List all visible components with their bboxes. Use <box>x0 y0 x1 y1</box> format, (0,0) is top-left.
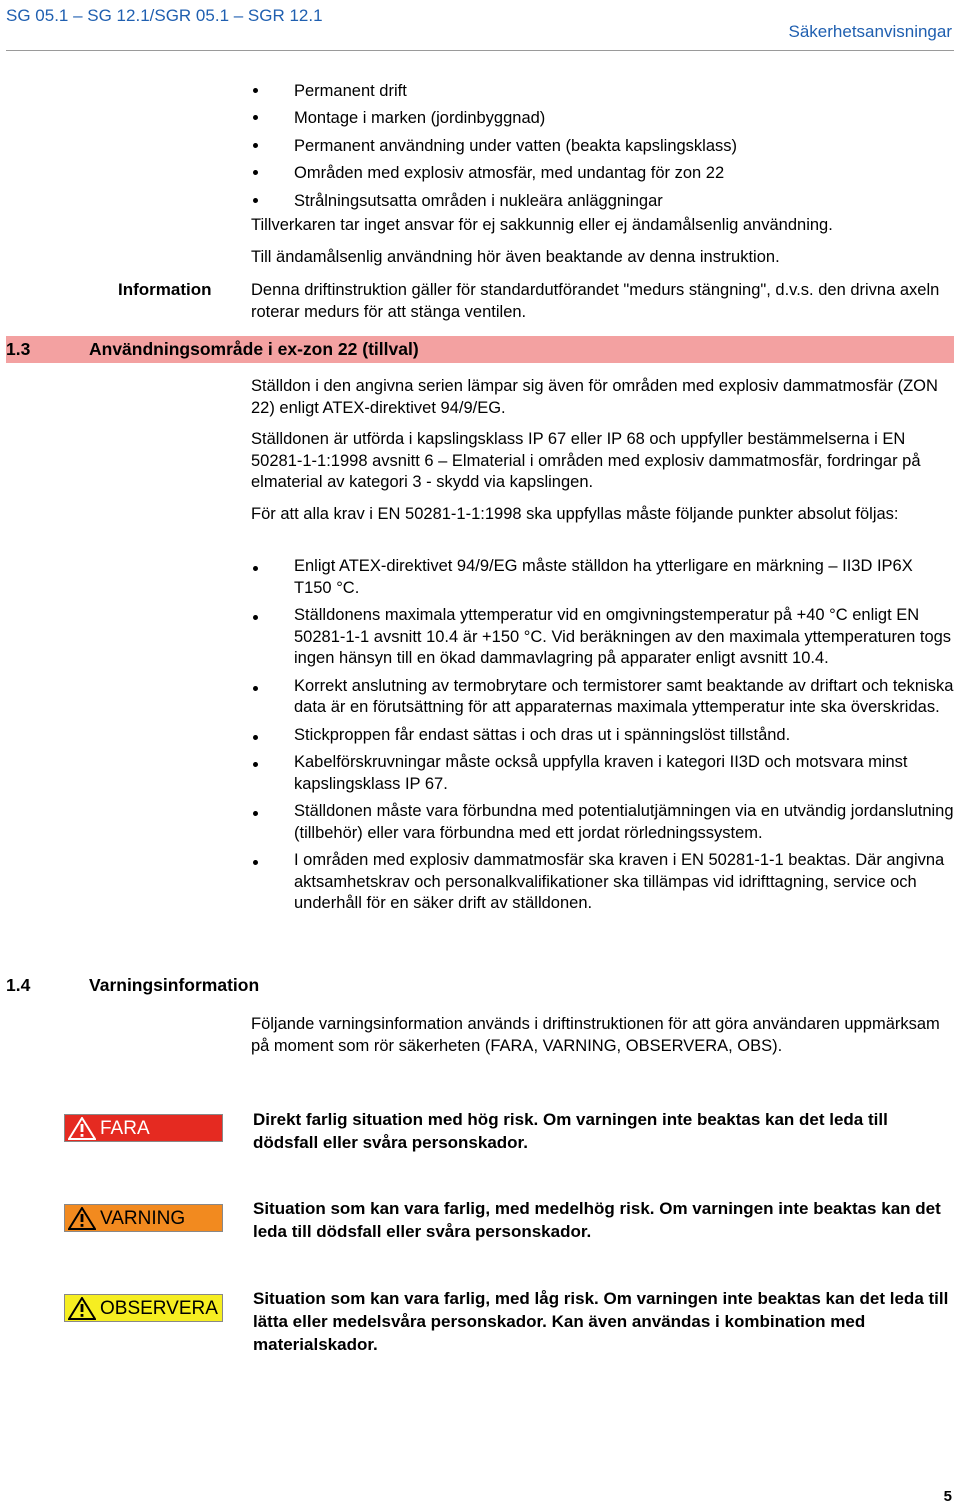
intro-paragraph: Till ändamålsenlig användning hör även beaktande av denna instruktion. <box>251 248 780 266</box>
section-heading-1-3 <box>6 336 954 363</box>
intro-bullet-list <box>251 78 954 215</box>
requirements-bullet-list <box>251 556 954 915</box>
caution-signal-label <box>64 1294 223 1322</box>
chapter-title: Säkerhetsanvisningar <box>788 22 952 41</box>
page-number: 5 <box>943 1488 952 1505</box>
section-title: Varningsinformation <box>89 975 260 995</box>
section-number: 1.3 <box>6 339 31 359</box>
list-item: Permanent drift <box>251 78 954 105</box>
list-item: Stickproppen får endast sättas i och dras ut i spänningslöst tillstånd. <box>251 725 954 747</box>
section-paragraph: Ställdonen är utförda i kapslingsklass IP 67 eller IP 68 och uppfyller bestämmelserna i EN 50281-1-1:1998 avsnitt 6 – Elmaterial i områden med explosiv dammatmosfär, fordringar på elmaterial av kategori 3 - skydd via kapslingen. <box>251 430 921 491</box>
warning-triangle-icon <box>68 1117 96 1140</box>
requirements-list <box>251 556 954 915</box>
section-heading-1-4 <box>6 975 260 996</box>
warning-description: Situation som kan vara farlig, med medelhög risk. Om varningen inte beaktas kan det leda till dödsfall eller svåra personskador. <box>253 1199 941 1241</box>
list-item: Ställdonen måste vara förbundna med potentialutjämningen via en utvändig jordanslutning (tillbehör) eller vara förbundna med ett jordat rörledningssystem. <box>251 801 954 844</box>
list-item: Ställdonens maximala yttemperatur vid en omgivningstemperatur på +40 °C enligt EN 50281-1-1 avsnitt 10.4 är +150 °C. Vid beräkningen av den maximala yttemperaturen togs ingen hänsyn till en ökad dammavlagring på apparater enligt avsnitt 10.4. <box>251 605 954 670</box>
information-text: Denna driftinstruktion gäller för standardutförandet "medurs stängning", d.v.s. den drivna axeln roterar medurs för att stänga ventilen. <box>251 281 940 321</box>
list-item: Kabelförskruvningar måste också uppfylla kraven i kategori II3D och motsvara minst kapslingsklass IP 67. <box>251 752 954 795</box>
warning-triangle-icon <box>68 1207 96 1230</box>
intro-paragraph: Tillverkaren tar inget ansvar för ej sakkunnig eller ej ändamålsenlig användning. <box>251 216 833 234</box>
list-item: Montage i marken (jordinbyggnad) <box>251 105 954 132</box>
information-label: Information <box>118 280 212 299</box>
danger-description: Direkt farlig situation med hög risk. Om varningen inte beaktas kan det leda till dödsfall eller svåra personskador. <box>253 1110 888 1152</box>
intro-block <box>251 78 954 215</box>
warning-signal-label <box>64 1204 223 1232</box>
section-paragraph: För att alla krav i EN 50281-1-1:1998 ska uppfyllas måste följande punkter absolut följas: <box>251 505 899 523</box>
list-item: Områden med explosiv atmosfär, med undantag för zon 22 <box>251 160 954 187</box>
header-divider <box>6 50 954 51</box>
danger-signal-label <box>64 1114 223 1142</box>
list-item: Korrekt anslutning av termobrytare och termistorer samt beaktande av driftart och tekniska data är en förutsättning för att apparaternas maximala yttemperatur inte ska överskridas. <box>251 676 954 719</box>
signal-word: VARNING <box>100 1208 186 1229</box>
section-paragraph: Ställdon i den angivna serien lämpar sig även för områden med explosiv dammatmosfär (ZON 22) enligt ATEX-direktivet 94/9/EG. <box>251 377 938 417</box>
section-title: Användningsområde i ex-zon 22 (tillval) <box>89 339 419 359</box>
signal-word: FARA <box>100 1118 150 1139</box>
list-item: Strålningsutsatta områden i nukleära anläggningar <box>251 188 954 215</box>
caution-description: Situation som kan vara farlig, med låg risk. Om varningen inte beaktas kan det leda till lätta eller medelsvåra personskador. Kan även användas i kombination med materialskador. <box>253 1289 949 1354</box>
list-item: Permanent användning under vatten (beakta kapslingsklass) <box>251 133 954 160</box>
warning-triangle-icon <box>68 1297 96 1320</box>
list-item: Enligt ATEX-direktivet 94/9/EG måste ställdon ha ytterligare en märkning – II3D IP6X T150 °C. <box>251 556 954 599</box>
signal-word: OBSERVERA <box>100 1298 218 1319</box>
section-number: 1.4 <box>6 975 31 995</box>
document-title: SG 05.1 – SG 12.1/SGR 05.1 – SGR 12.1 <box>6 6 323 25</box>
section-paragraph: Följande varningsinformation används i driftinstruktionen för att göra användaren uppmärksam på moment som rör säkerheten (FARA, VARNING, OBSERVERA, OBS). <box>251 1015 940 1055</box>
list-item: I områden med explosiv dammatmosfär ska kraven i EN 50281-1-1 beaktas. Där angivna aktsamhetskrav och personalkvalifikationer ska tillämpas vid idrifttagning, service och underhåll för en säker drift av ställdonen. <box>251 850 954 915</box>
